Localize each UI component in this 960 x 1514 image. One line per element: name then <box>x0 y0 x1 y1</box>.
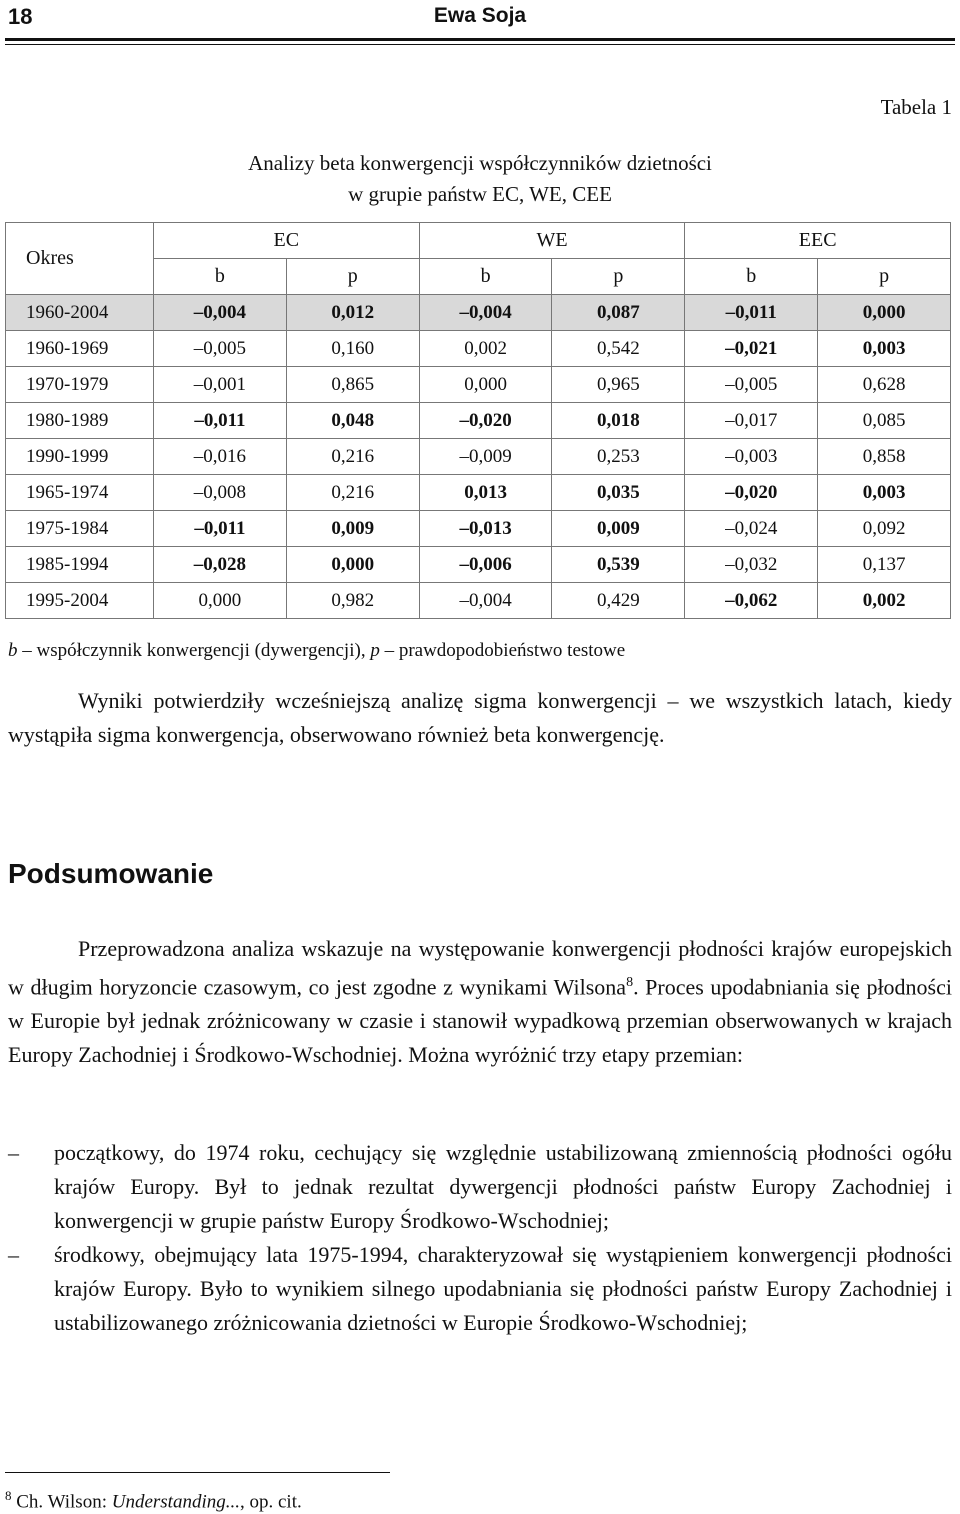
b-value-cell: –0,020 <box>685 475 818 511</box>
p-value-cell: 0,137 <box>818 547 951 583</box>
p-value-cell: 0,865 <box>286 367 419 403</box>
p-value-cell: 0,216 <box>286 475 419 511</box>
header-period: Okres <box>6 223 154 295</box>
b-value-cell: 0,000 <box>419 367 552 403</box>
b-value-cell: –0,013 <box>419 511 552 547</box>
footnote-reference[interactable]: 8 <box>626 975 634 990</box>
footnote-prefix: Ch. Wilson: <box>11 1491 112 1513</box>
p-value-cell: 0,092 <box>818 511 951 547</box>
p-value-cell: 0,965 <box>552 367 685 403</box>
b-value-cell: –0,004 <box>419 583 552 619</box>
p-value-cell: 0,018 <box>552 403 685 439</box>
b-value-cell: –0,024 <box>685 511 818 547</box>
legend-p-symbol: p <box>370 640 380 661</box>
p-value-cell: 0,858 <box>818 439 951 475</box>
legend-b-text: – współczynnik konwergencji (dywergencji), <box>17 640 371 661</box>
p-value-cell: 0,003 <box>818 331 951 367</box>
period-cell: 1980-1989 <box>6 403 154 439</box>
header-rule <box>5 38 955 41</box>
b-value-cell: –0,008 <box>154 475 287 511</box>
list-item <box>8 1238 952 1340</box>
p-value-cell: 0,012 <box>286 295 419 331</box>
table-legend <box>8 640 625 662</box>
paragraph-2-part2: . Proces upodabniania się płodności w Europie był jednak zróżnicowany w czasie i stanowił wypadkową przemian obserwowanych w krajach Europy Zachodniej i Środkowo-Wschodniej. Można wyróżnić trzy etapy przemian: <box>8 974 952 1068</box>
page-number: 18 <box>8 4 33 29</box>
b-value-cell: 0,000 <box>154 583 287 619</box>
period-cell: 1970-1979 <box>6 367 154 403</box>
header-group-we: WE <box>419 223 685 259</box>
b-value-cell: 0,013 <box>419 475 552 511</box>
table-row <box>6 403 951 439</box>
period-cell: 1990-1999 <box>6 439 154 475</box>
footnote-suffix: , op. cit. <box>239 1491 302 1513</box>
b-value-cell: –0,001 <box>154 367 287 403</box>
subheader-cell: p <box>818 259 951 295</box>
table-row <box>6 547 951 583</box>
b-value-cell: –0,006 <box>419 547 552 583</box>
list-item-text: początkowy, do 1974 roku, cechujący się względnie ustabilizowaną zmiennością płodności ogółu krajów Europy. Był to jednak rezultat dywergencji płodności państw Europy Zachodniej i konwergencji w grupie państw Europy Środkowo-Wschodniej; <box>54 1140 952 1233</box>
b-value-cell: –0,011 <box>154 403 287 439</box>
header-group-eec: EEC <box>685 223 951 259</box>
table-row <box>6 475 951 511</box>
b-value-cell: –0,011 <box>154 511 287 547</box>
b-value-cell: –0,028 <box>154 547 287 583</box>
b-value-cell: –0,020 <box>419 403 552 439</box>
period-cell: 1995-2004 <box>6 583 154 619</box>
b-value-cell: –0,011 <box>685 295 818 331</box>
b-value-cell: –0,003 <box>685 439 818 475</box>
table-row <box>6 439 951 475</box>
p-value-cell: 0,087 <box>552 295 685 331</box>
p-value-cell: 0,048 <box>286 403 419 439</box>
p-value-cell: 0,002 <box>818 583 951 619</box>
footnote-number: 8 <box>5 1488 12 1503</box>
b-value-cell: –0,032 <box>685 547 818 583</box>
legend-b-symbol: b <box>8 640 18 661</box>
stages-list <box>8 1136 952 1340</box>
p-value-cell: 0,035 <box>552 475 685 511</box>
p-value-cell: 0,160 <box>286 331 419 367</box>
subheader-cell: b <box>419 259 552 295</box>
period-cell: 1975-1984 <box>6 511 154 547</box>
subheader-cell: b <box>154 259 287 295</box>
b-value-cell: –0,021 <box>685 331 818 367</box>
list-item-text: środkowy, obejmujący lata 1975-1994, charakteryzował się wystąpieniem konwergencji płodności krajów Europy. Było to wynikiem silnego upodabniania się płodności państw Europy Zachodniej i ustabilizowanego zróżnicowania dzietności w Europie Środkowo-Wschodniej; <box>54 1242 952 1335</box>
table-row <box>6 367 951 403</box>
b-value-cell: 0,002 <box>419 331 552 367</box>
period-cell: 1960-1969 <box>6 331 154 367</box>
p-value-cell: 0,542 <box>552 331 685 367</box>
legend-p-text: – prawdopodobieństwo testowe <box>379 640 626 661</box>
table-row <box>6 331 951 367</box>
paragraph-2 <box>8 932 952 1072</box>
b-value-cell: –0,005 <box>685 367 818 403</box>
table-header-row-groups <box>6 223 951 259</box>
table-label: Tabela 1 <box>880 95 952 119</box>
p-value-cell: 0,085 <box>818 403 951 439</box>
b-value-cell: –0,004 <box>154 295 287 331</box>
b-value-cell: –0,009 <box>419 439 552 475</box>
subheader-cell: b <box>685 259 818 295</box>
table-caption <box>0 148 960 210</box>
p-value-cell: 0,000 <box>818 295 951 331</box>
b-value-cell: –0,004 <box>419 295 552 331</box>
table-caption-line2: w grupie państw EC, WE, CEE <box>348 182 612 206</box>
table-row <box>6 295 951 331</box>
list-dash: – <box>8 1140 19 1165</box>
b-value-cell: –0,005 <box>154 331 287 367</box>
p-value-cell: 0,216 <box>286 439 419 475</box>
p-value-cell: 0,003 <box>818 475 951 511</box>
table-caption-line1: Analizy beta konwergencji współczynników dzietności <box>248 151 712 175</box>
running-head <box>0 0 960 30</box>
period-cell: 1965-1974 <box>6 475 154 511</box>
convergence-table <box>5 222 951 619</box>
header-group-ec: EC <box>154 223 420 259</box>
subheader-cell: p <box>552 259 685 295</box>
running-head-author: Ewa Soja <box>433 4 527 27</box>
p-value-cell: 0,009 <box>286 511 419 547</box>
b-value-cell: –0,017 <box>685 403 818 439</box>
subheader-cell: p <box>286 259 419 295</box>
table-row <box>6 583 951 619</box>
p-value-cell: 0,628 <box>818 367 951 403</box>
list-item <box>8 1136 952 1238</box>
p-value-cell: 0,539 <box>552 547 685 583</box>
period-cell: 1985-1994 <box>6 547 154 583</box>
header-rule-thin <box>5 44 955 45</box>
section-heading: Podsumowanie <box>8 858 214 889</box>
paragraph-1: Wyniki potwierdziły wcześniejszą analizę sigma konwergencji – we wszystkich latach, kiedy wystąpiła sigma konwergencja, obserwowano również beta konwergencję. <box>8 688 952 747</box>
p-value-cell: 0,000 <box>286 547 419 583</box>
period-cell: 1960-2004 <box>6 295 154 331</box>
table-row <box>6 511 951 547</box>
b-value-cell: –0,016 <box>154 439 287 475</box>
p-value-cell: 0,009 <box>552 511 685 547</box>
footnote-title: Understanding... <box>111 1491 240 1513</box>
list-dash: – <box>8 1242 19 1267</box>
footnote-rule <box>5 1472 390 1473</box>
p-value-cell: 0,429 <box>552 583 685 619</box>
p-value-cell: 0,982 <box>286 583 419 619</box>
p-value-cell: 0,253 <box>552 439 685 475</box>
footnote <box>5 1488 302 1513</box>
paragraph-2-part1: Przeprowadzona analiza wskazuje na występowanie konwergencji płodności krajów europejskich w długim horyzoncie czasowym, co jest zgodne z wynikami Wilsona <box>8 936 952 1000</box>
b-value-cell: –0,062 <box>685 583 818 619</box>
